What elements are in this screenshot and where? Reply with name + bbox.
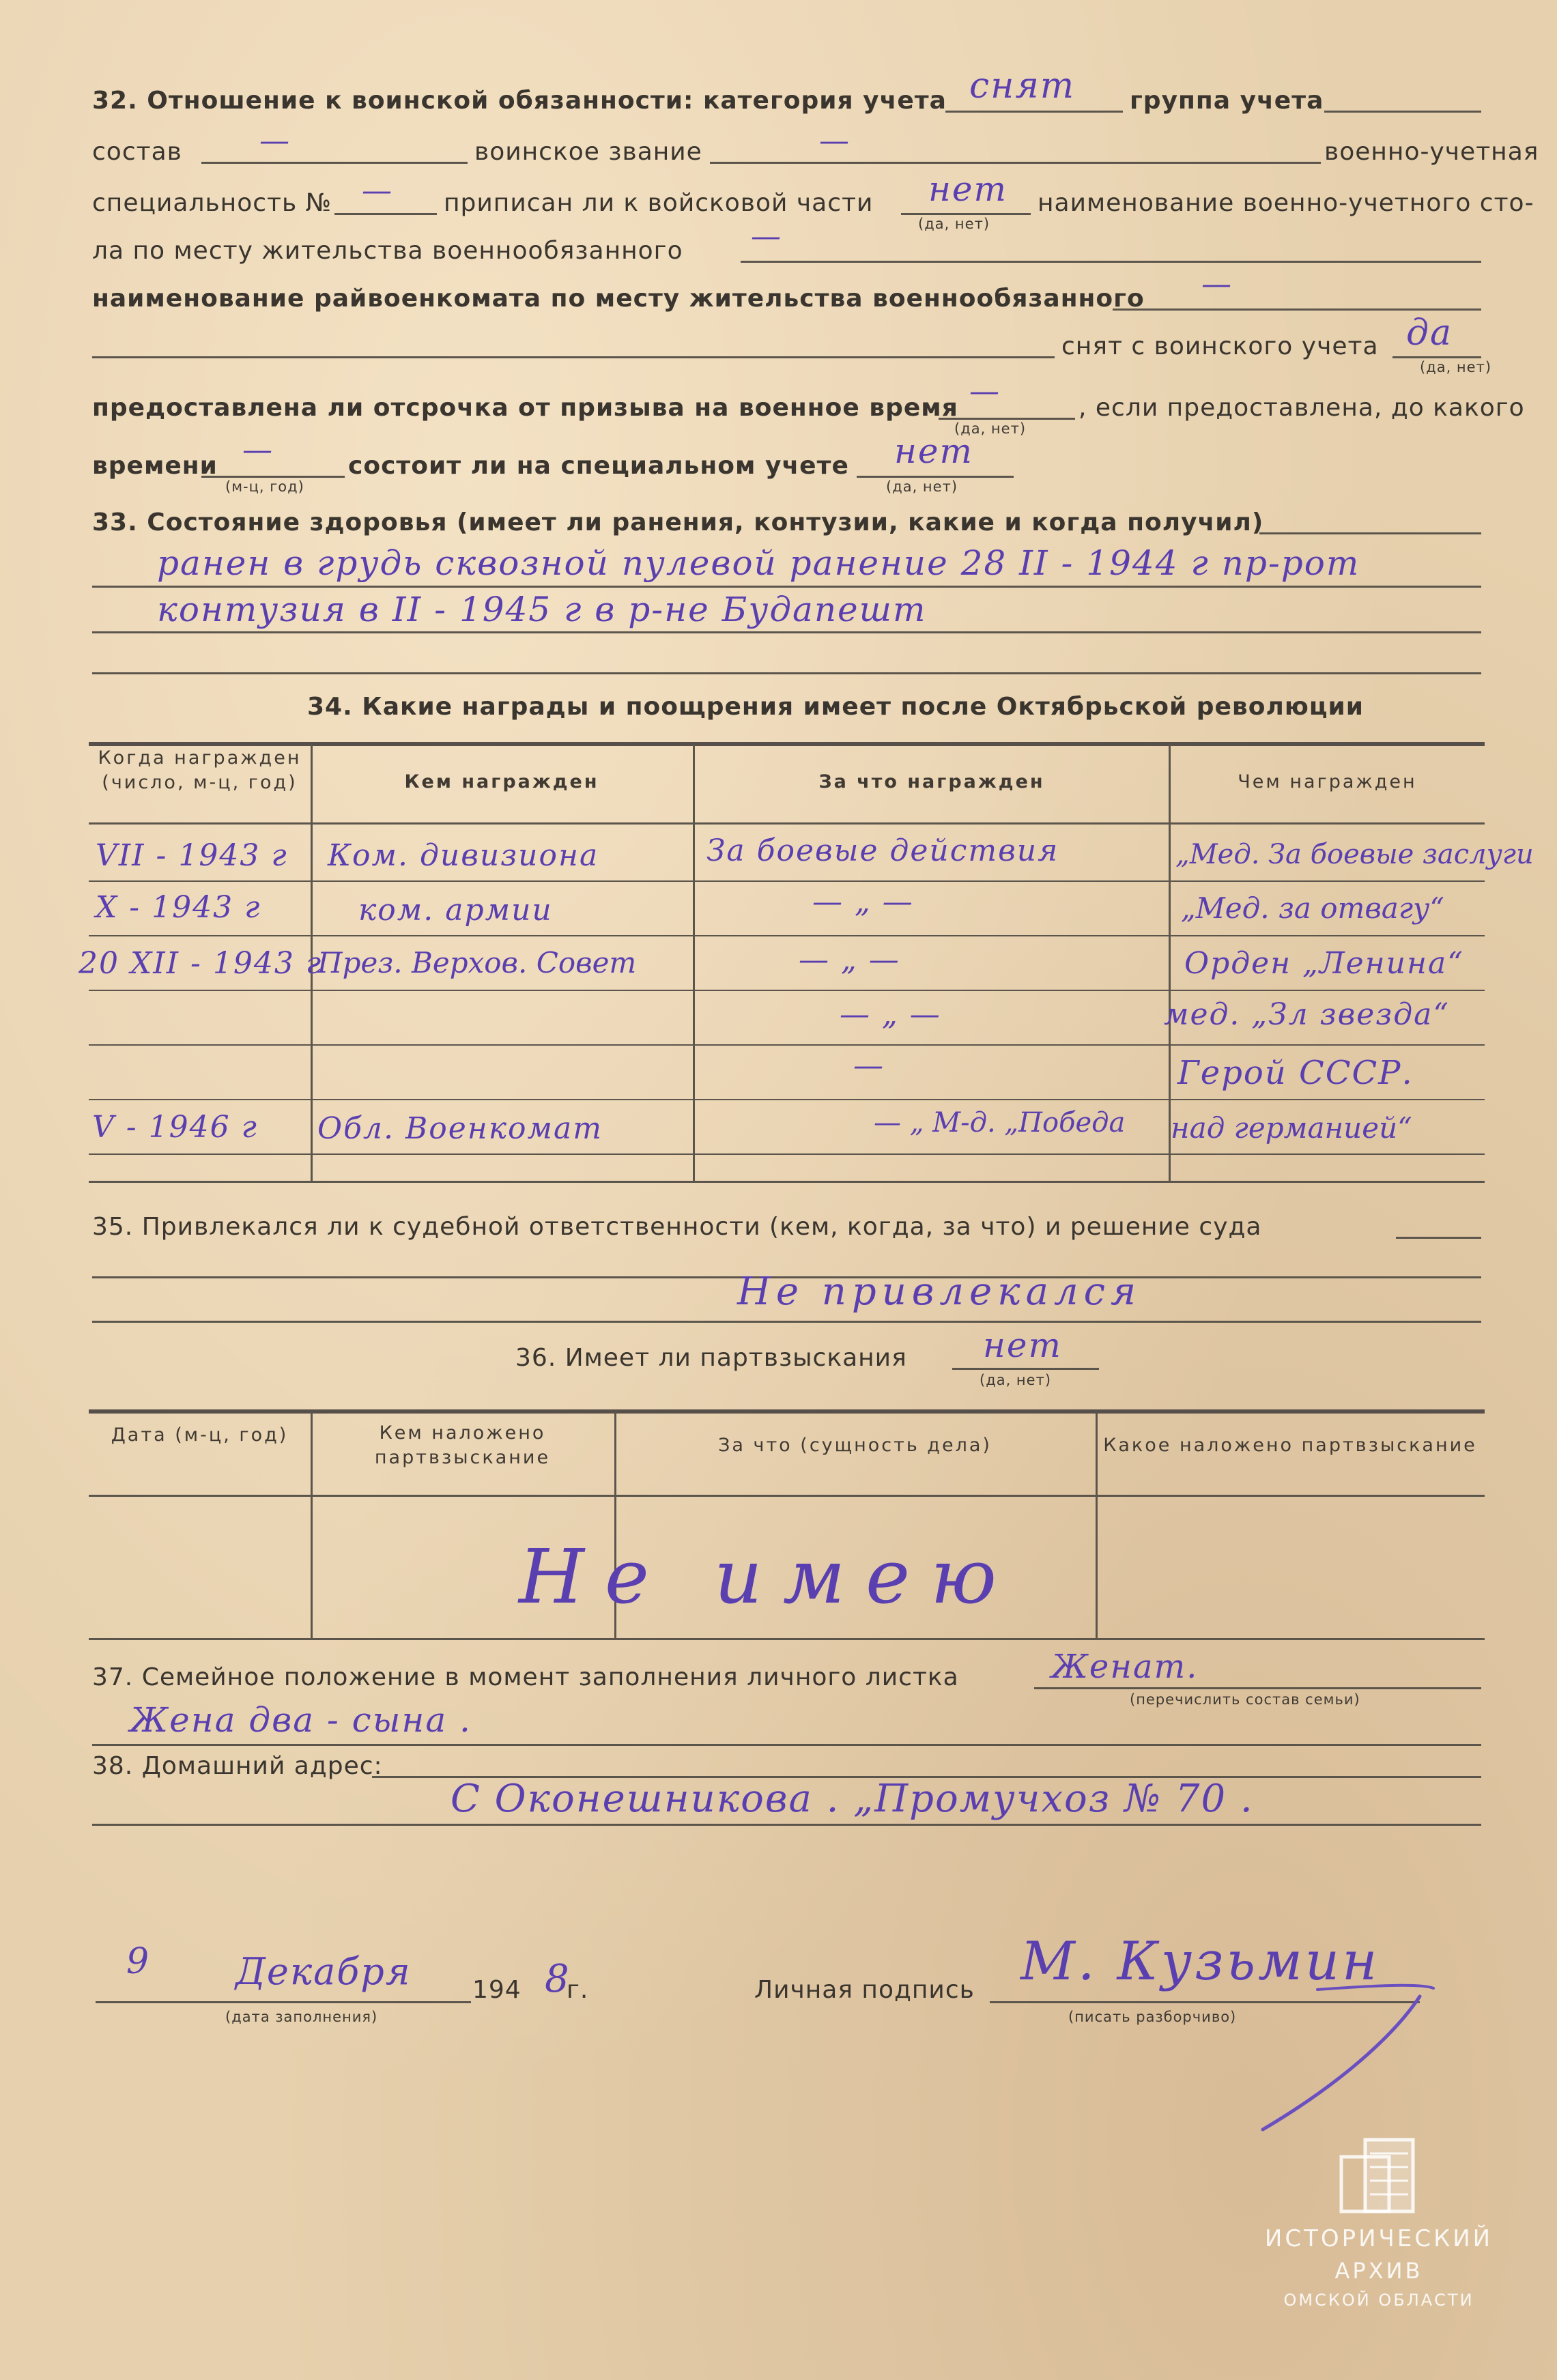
voenkomat-label: наименование райвоенкомата по месту жительства военнообязанного [92, 285, 1145, 313]
fill-year-prefix: 194 [472, 1976, 522, 2004]
court-label: 35. Привлекался ли к судебной ответственности (кем, когда, за что) и решение суда [92, 1213, 1262, 1241]
until-label: , если предоставлена, до какого [1079, 394, 1525, 422]
awards-header-bottom [89, 822, 1485, 825]
deferral-value: — [969, 374, 1001, 409]
party-penalty-value: нет [983, 1325, 1062, 1365]
assigned-hint: (да, нет) [918, 216, 990, 232]
removed-hint: (да, нет) [1420, 359, 1492, 375]
time-underline [201, 476, 345, 478]
penalty-col-divider-3 [1096, 1411, 1098, 1638]
watermark-line-3: ОМСКОЙ ОБЛАСТИ [1283, 2291, 1474, 2310]
address-underline-1 [92, 1824, 1481, 1826]
sign-hint: (писать разборчиво) [1068, 2009, 1237, 2025]
party-penalty-hint: (да, нет) [980, 1372, 1052, 1388]
time-label: времени [92, 452, 218, 480]
voenkomat-underline [1113, 309, 1481, 311]
fill-date-hint: (дата заполнения) [225, 2009, 378, 2025]
vus-label: военно-учетная [1324, 138, 1539, 166]
awards-row-line-3 [89, 990, 1485, 991]
health-underline-2 [92, 631, 1481, 633]
watermark-line-1: ИСТОРИЧЕСКИЙ [1264, 2225, 1494, 2252]
award-5-what: Герой СССР. [1177, 1054, 1414, 1092]
awards-col-who: Кем награжден [404, 771, 599, 792]
archive-logo-icon [1328, 2130, 1430, 2218]
penalty-col-divider-1 [311, 1411, 313, 1638]
award-2-why: — „ — [812, 885, 914, 919]
award-5-why: — [853, 1048, 885, 1083]
family-underline-1 [92, 1744, 1481, 1746]
award-2-when: X - 1943 г [96, 890, 261, 925]
s32-line1-label: 32. Отношение к воинской обязанности: категория учета [92, 87, 947, 115]
awards-col-divider-2 [693, 744, 695, 1181]
awards-row-line-4 [89, 1044, 1485, 1046]
award-6-when: V - 1946 г [92, 1110, 258, 1145]
removed-label: снят с воинского учета [1061, 332, 1379, 360]
court-underline-2 [92, 1321, 1481, 1323]
rank-value: — [819, 124, 851, 158]
voenkomat-underline-2 [92, 356, 1055, 358]
sostav-underline [201, 162, 468, 164]
removed-underline [1392, 356, 1481, 358]
awards-row-line-6 [89, 1153, 1485, 1155]
awards-col-why: За что награжден [818, 771, 1045, 792]
health-underline-3 [92, 672, 1481, 674]
award-1-what: „Мед. За боевые заслуги [1175, 839, 1534, 870]
award-1-when: VII - 1943 г [96, 838, 288, 873]
awards-col-when: Когда награжден (число, м-ц, год) [98, 747, 302, 794]
penalty-table-bottom [89, 1638, 1485, 1640]
group-label: группа учета [1130, 87, 1324, 115]
court-underline-0 [1396, 1237, 1481, 1239]
awards-row-line-2 [89, 935, 1485, 936]
address-label: 38. Домашний адрес: [92, 1752, 383, 1780]
health-line-1: ранен в грудь сквозной пулевой ранение 28 II - 1944 г пр-рот [157, 543, 1360, 583]
special-label: состоит ли на специальном учете [348, 452, 849, 480]
fill-day: 9 [126, 1941, 151, 1982]
signature: М. Кузьмин [1020, 1931, 1380, 1992]
penalty-col-kind: Какое наложено партвзыскание [1103, 1435, 1477, 1456]
deferral-underline [939, 418, 1075, 420]
family-line-2: Жена два - сына . [130, 1700, 472, 1740]
award-3-who: През. Верхов. Совет [317, 946, 637, 979]
spec-label: специальность № [92, 189, 332, 217]
family-underline-0 [1034, 1687, 1481, 1689]
penalty-col-what: За что (сущность дела) [718, 1435, 992, 1456]
award-3-what: Орден „Ленина“ [1184, 946, 1464, 981]
awards-row-line-5 [89, 1099, 1485, 1100]
penalty-header-bottom [89, 1495, 1485, 1497]
archive-watermark [1249, 2130, 1509, 2341]
awards-row-line-1 [89, 880, 1485, 882]
sostav-value: — [259, 124, 291, 158]
desk-value: — [751, 219, 782, 254]
time-value: — [242, 433, 274, 468]
spec-value: — [362, 173, 393, 208]
award-6-why: — „ М-д. „Победа [874, 1107, 1126, 1138]
penalty-col-date: Дата (м-ц, год) [111, 1424, 289, 1446]
award-1-who: Ком. дивизиона [328, 838, 599, 873]
award-2-who: ком. армии [358, 893, 553, 928]
deferral-label: предоставлена ли отсрочка от призыва на военное время [92, 394, 958, 422]
rank-underline [710, 162, 1321, 164]
party-penalty-underline [952, 1368, 1099, 1370]
group-underline [1324, 111, 1481, 113]
health-underline-0 [1259, 532, 1481, 534]
special-underline [857, 476, 1014, 478]
sostav-label: состав [92, 138, 182, 166]
voenkomat-value: — [1201, 267, 1233, 302]
assigned-underline [901, 213, 1031, 215]
penalty-table-top [89, 1409, 1485, 1414]
category-underline [945, 111, 1123, 113]
fill-year-suffix: г. [567, 1976, 589, 2004]
fill-day-underline [96, 2001, 205, 2003]
penalty-col-who: Кем наложено партвзыскание [374, 1422, 551, 1469]
desk-underline [741, 261, 1481, 263]
court-answer: Не привлекался [737, 1270, 1142, 1314]
awards-title: 34. Какие награды и поощрения имеет после Октябрьской революции [307, 693, 1364, 721]
fill-month: Декабря [235, 1950, 412, 1993]
sign-label: Личная подпись [754, 1976, 975, 2004]
watermark-line-2: АРХИВ [1334, 2258, 1423, 2284]
desk-label: ла по месту жительства военнообязанного [92, 237, 683, 265]
awards-col-what: Чем награжден [1238, 771, 1417, 792]
time-hint: (м-ц, год) [225, 478, 304, 495]
award-4-why: — „ — [840, 997, 941, 1032]
award-3-when: 20 XII - 1943 г [78, 946, 323, 981]
award-4-what: мед. „Зл звезда“ [1164, 997, 1450, 1032]
health-line-2: контузия в II - 1945 г в р-не Будапешт [157, 590, 927, 629]
award-2-what: „Мед. за отвагу“ [1181, 891, 1444, 925]
awards-table-bottom [89, 1181, 1485, 1183]
penalty-answer: Не имею [519, 1533, 1017, 1620]
award-6-who: Обл. Военкомат [317, 1111, 603, 1146]
deferral-hint: (да, нет) [954, 420, 1027, 437]
address-value: С Оконешникова . „Промучхоз № 70 . [451, 1777, 1254, 1821]
category-value: снят [969, 66, 1076, 106]
family-hint: (перечислить состав семьи) [1130, 1691, 1360, 1708]
award-1-why: За боевые действия [706, 833, 1059, 868]
signature-flourish [1215, 1983, 1447, 2147]
family-value: Женат. [1051, 1648, 1199, 1686]
special-hint: (да, нет) [886, 478, 958, 495]
assigned-label: приписан ли к войсковой части [444, 189, 874, 217]
award-3-why: — „ — [799, 943, 900, 977]
rank-label: воинское звание [474, 138, 702, 166]
award-6-what: над германией“ [1171, 1111, 1412, 1145]
removed-value: да [1406, 313, 1453, 354]
assigned-value: нет [928, 169, 1008, 209]
fill-year-digit: 8 [545, 1957, 571, 2001]
fill-month-underline [205, 2001, 471, 2003]
family-label: 37. Семейное положение в момент заполнения личного листка [92, 1663, 959, 1691]
health-label: 33. Состояние здоровья (имеет ли ранения, контузии, какие и когда получил) [92, 508, 1264, 536]
desk-name-label: наименование военно-учетного сто- [1038, 189, 1534, 217]
health-underline-1 [92, 586, 1481, 588]
special-value: нет [894, 431, 973, 471]
party-penalty-label: 36. Имеет ли партвзыскания [515, 1344, 907, 1372]
spec-underline [334, 213, 437, 215]
